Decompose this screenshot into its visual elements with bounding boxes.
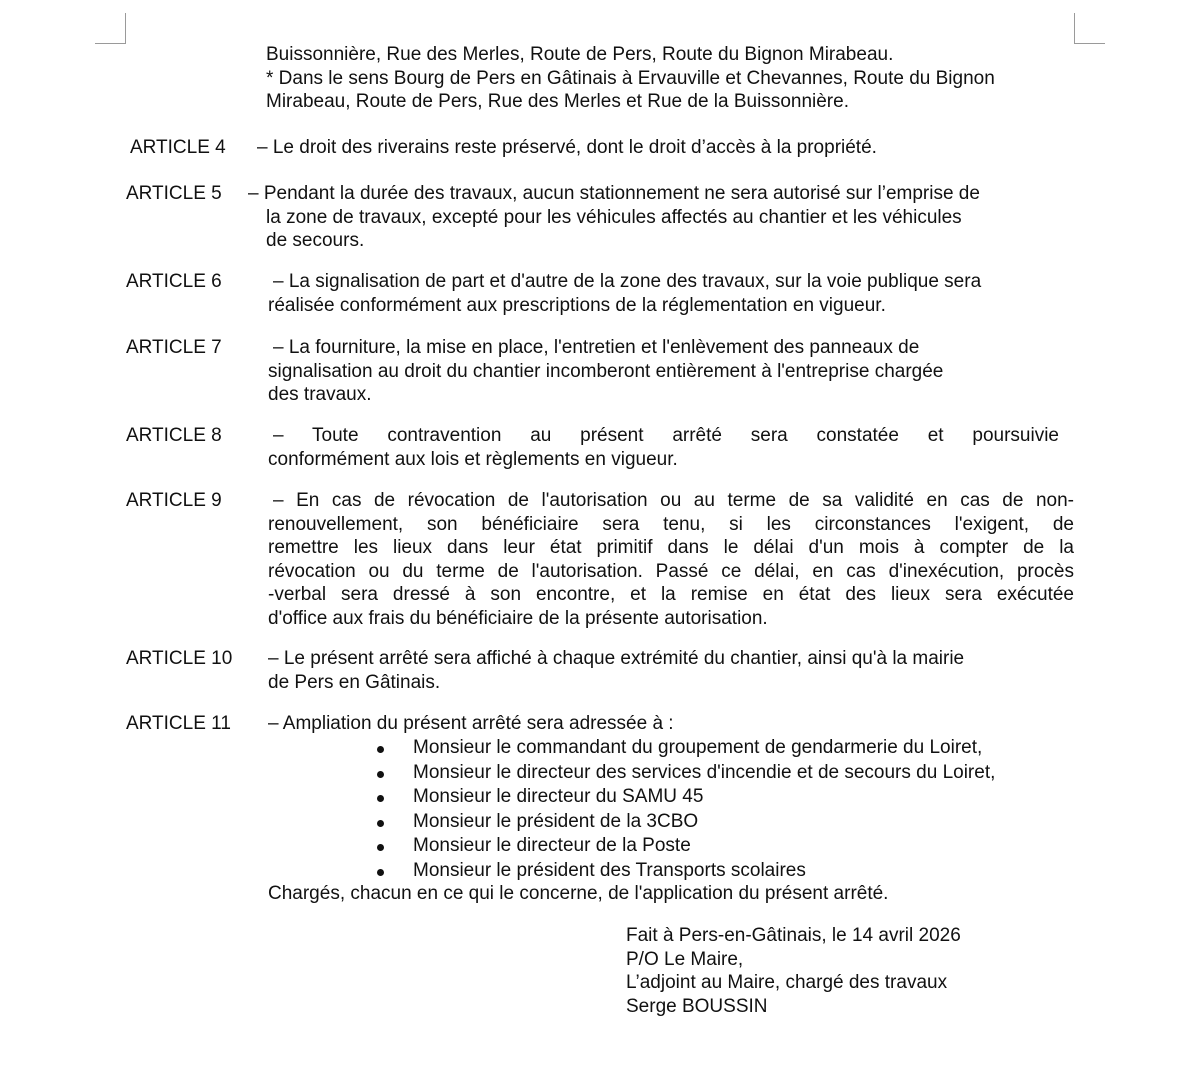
article-9-body-cont — [268, 513, 1074, 631]
article-10-label: ARTICLE 10 — [126, 648, 233, 669]
article-line: révocation ou du terme de l'autorisation. Passé ce délai, en cas d'inexécution, procès — [268, 560, 1074, 582]
recipient-text: Monsieur le directeur du SAMU 45 — [413, 786, 704, 808]
article-line: – Le droit des riverains reste préservé, dont le droit d’accès à la propriété. — [257, 137, 877, 158]
article-7-body-cont — [268, 360, 943, 407]
article-line: – En cas de révocation de l'autorisation ou au terme de sa validité en cas de non- — [273, 490, 1074, 511]
article-4-label: ARTICLE 4 — [130, 137, 226, 158]
bullet-icon — [377, 869, 384, 876]
article-11-body — [268, 712, 674, 736]
crop-mark-top-right — [1074, 13, 1105, 44]
article-4-body — [257, 136, 877, 160]
article-line: – Toute contravention au présent arrêté sera constatée et poursuivie — [273, 425, 1059, 446]
article-line: remettre les lieux dans leur état primitif dans le délai d'un mois à compter de la — [268, 537, 1074, 558]
article-8-body — [273, 424, 1059, 448]
article-line: conformément aux lois et règlements en vigueur. — [268, 448, 678, 470]
article-line: – Ampliation du présent arrêté sera adressée à : — [268, 713, 674, 734]
article-8-body-cont — [268, 448, 678, 472]
recipient-text: Monsieur le président des Transports scolaires — [413, 859, 806, 881]
crop-mark-top-left — [95, 13, 126, 44]
intro-line: * Dans le sens Bourg de Pers en Gâtinais à Ervauville et Chevannes, Route du Bignon — [266, 67, 995, 89]
article-9-label: ARTICLE 9 — [126, 490, 222, 511]
signature-line: Serge BOUSSIN — [626, 995, 768, 1017]
article-line: – La signalisation de part et d'autre de la zone des travaux, sur la voie publique sera — [273, 271, 982, 292]
list-item — [377, 736, 995, 761]
list-item — [377, 785, 995, 810]
article-line: – Le présent arrêté sera affiché à chaque extrémité du chantier, ainsi qu'à la mairie — [268, 648, 965, 669]
article-line: des travaux. — [268, 384, 372, 405]
bullet-icon — [377, 844, 384, 851]
intro-line: Mirabeau, Route de Pers, Rue des Merles et Rue de la Buissonnière. — [266, 91, 849, 112]
article-9-body — [273, 489, 1074, 513]
article-line: la zone de travaux, excepté pour les véhicules affectés au chantier et les véhicules — [266, 206, 962, 228]
bullet-icon — [377, 795, 384, 802]
closing-paragraph — [268, 882, 888, 906]
recipient-text: Monsieur le directeur des services d'incendie et de secours du Loiret, — [413, 761, 996, 783]
article-5-label: ARTICLE 5 — [126, 183, 222, 204]
intro-paragraph — [266, 43, 995, 114]
article-10-body — [268, 647, 964, 694]
list-item — [377, 834, 995, 859]
article-line: renouvellement, son bénéficiaire sera tenu, si les circonstances l'exigent, de — [268, 513, 1074, 535]
article-line: – Pendant la durée des travaux, aucun stationnement ne sera autorisé sur l’emprise de — [248, 183, 980, 204]
article-line: de Pers en Gâtinais. — [268, 671, 441, 693]
article-line: signalisation au droit du chantier incomberont entièrement à l'entreprise chargée — [268, 360, 944, 382]
article-6-body — [273, 270, 981, 294]
article-6-body-cont — [268, 294, 886, 318]
list-item — [377, 761, 995, 786]
closing-line: Chargés, chacun en ce qui le concerne, de l'application du présent arrêté. — [268, 883, 889, 904]
article-5-body — [248, 182, 980, 206]
list-item — [377, 810, 995, 835]
recipient-list — [377, 736, 995, 884]
article-11-label: ARTICLE 11 — [126, 713, 231, 734]
article-7-body — [273, 336, 919, 360]
recipient-text: Monsieur le président de la 3CBO — [413, 810, 699, 832]
article-line: d'office aux frais du bénéficiaire de la présente autorisation. — [268, 607, 768, 629]
article-line: réalisée conformément aux prescriptions de la réglementation en vigueur. — [268, 294, 886, 316]
signature-block — [626, 924, 961, 1018]
intro-line: Buissonnière, Rue des Merles, Route de Pers, Route du Bignon Mirabeau. — [266, 44, 894, 65]
bullet-icon — [377, 746, 384, 753]
article-line: -verbal sera dressé à son encontre, et la remise en état des lieux sera exécutée — [268, 584, 1074, 605]
signature-line: Fait à Pers-en-Gâtinais, le 14 avril 2026 — [626, 925, 961, 946]
article-line: de secours. — [266, 230, 365, 251]
article-8-label: ARTICLE 8 — [126, 425, 222, 446]
bullet-icon — [377, 820, 384, 827]
recipient-text: Monsieur le directeur de la Poste — [413, 835, 691, 857]
article-7-label: ARTICLE 7 — [126, 337, 222, 358]
signature-line: P/O Le Maire, — [626, 948, 744, 970]
article-5-body-cont — [266, 206, 962, 253]
article-line: – La fourniture, la mise en place, l'entretien et l'enlèvement des panneaux de — [273, 337, 920, 358]
bullet-icon — [377, 771, 384, 778]
signature-line: L’adjoint au Maire, chargé des travaux — [626, 972, 948, 993]
article-6-label: ARTICLE 6 — [126, 271, 222, 292]
list-item — [377, 859, 995, 884]
recipient-text: Monsieur le commandant du groupement de gendarmerie du Loiret, — [413, 737, 983, 758]
